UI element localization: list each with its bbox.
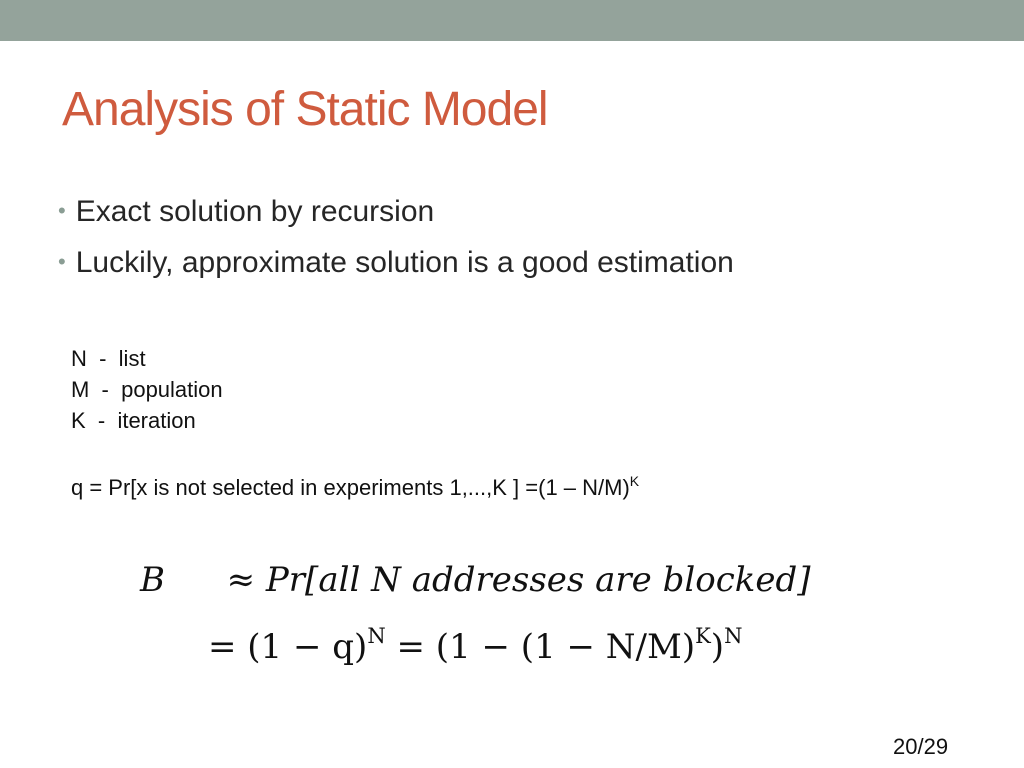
formula-part-3: ): [710, 627, 725, 667]
bullet-item: [58, 186, 734, 237]
bullet-text: Luckily, approximate solution is a good estimation: [75, 246, 734, 279]
formula-part-1: = (1 − q): [208, 627, 368, 667]
slide-title: Analysis of Static Model: [62, 83, 548, 136]
formula-lhs: B: [140, 560, 165, 600]
probability-text: q = Pr[x is not selected in experiments 1,...,K ] =(1 – N/M): [71, 475, 630, 500]
bullet-dot-icon: •: [58, 198, 66, 223]
bullet-text: Exact solution by recursion: [75, 195, 435, 228]
definition-m: M - population: [71, 377, 223, 402]
variable-definitions: [71, 343, 223, 436]
blocking-formula: [140, 552, 811, 667]
formula-approx: ≈ Pr[all N addresses are blocked]: [226, 560, 811, 600]
definition-k: K - iteration: [71, 408, 196, 433]
formula-part-2: = (1 − (1 − N/M): [385, 627, 696, 667]
bullet-item: [58, 237, 734, 288]
formula-exp-1: N: [367, 624, 386, 648]
probability-exponent: K: [629, 473, 640, 489]
page-number: 20/29: [893, 734, 949, 759]
formula-line-2: [140, 608, 811, 667]
definition-n: N - list: [71, 346, 146, 371]
bullet-dot-icon: •: [58, 249, 66, 274]
bullet-list: [58, 186, 734, 288]
formula-exp-3: N: [724, 624, 743, 648]
formula-line-1: [140, 552, 811, 608]
probability-definition: [71, 466, 639, 503]
formula-exp-2: K: [695, 624, 711, 648]
top-banner: [0, 0, 1024, 41]
